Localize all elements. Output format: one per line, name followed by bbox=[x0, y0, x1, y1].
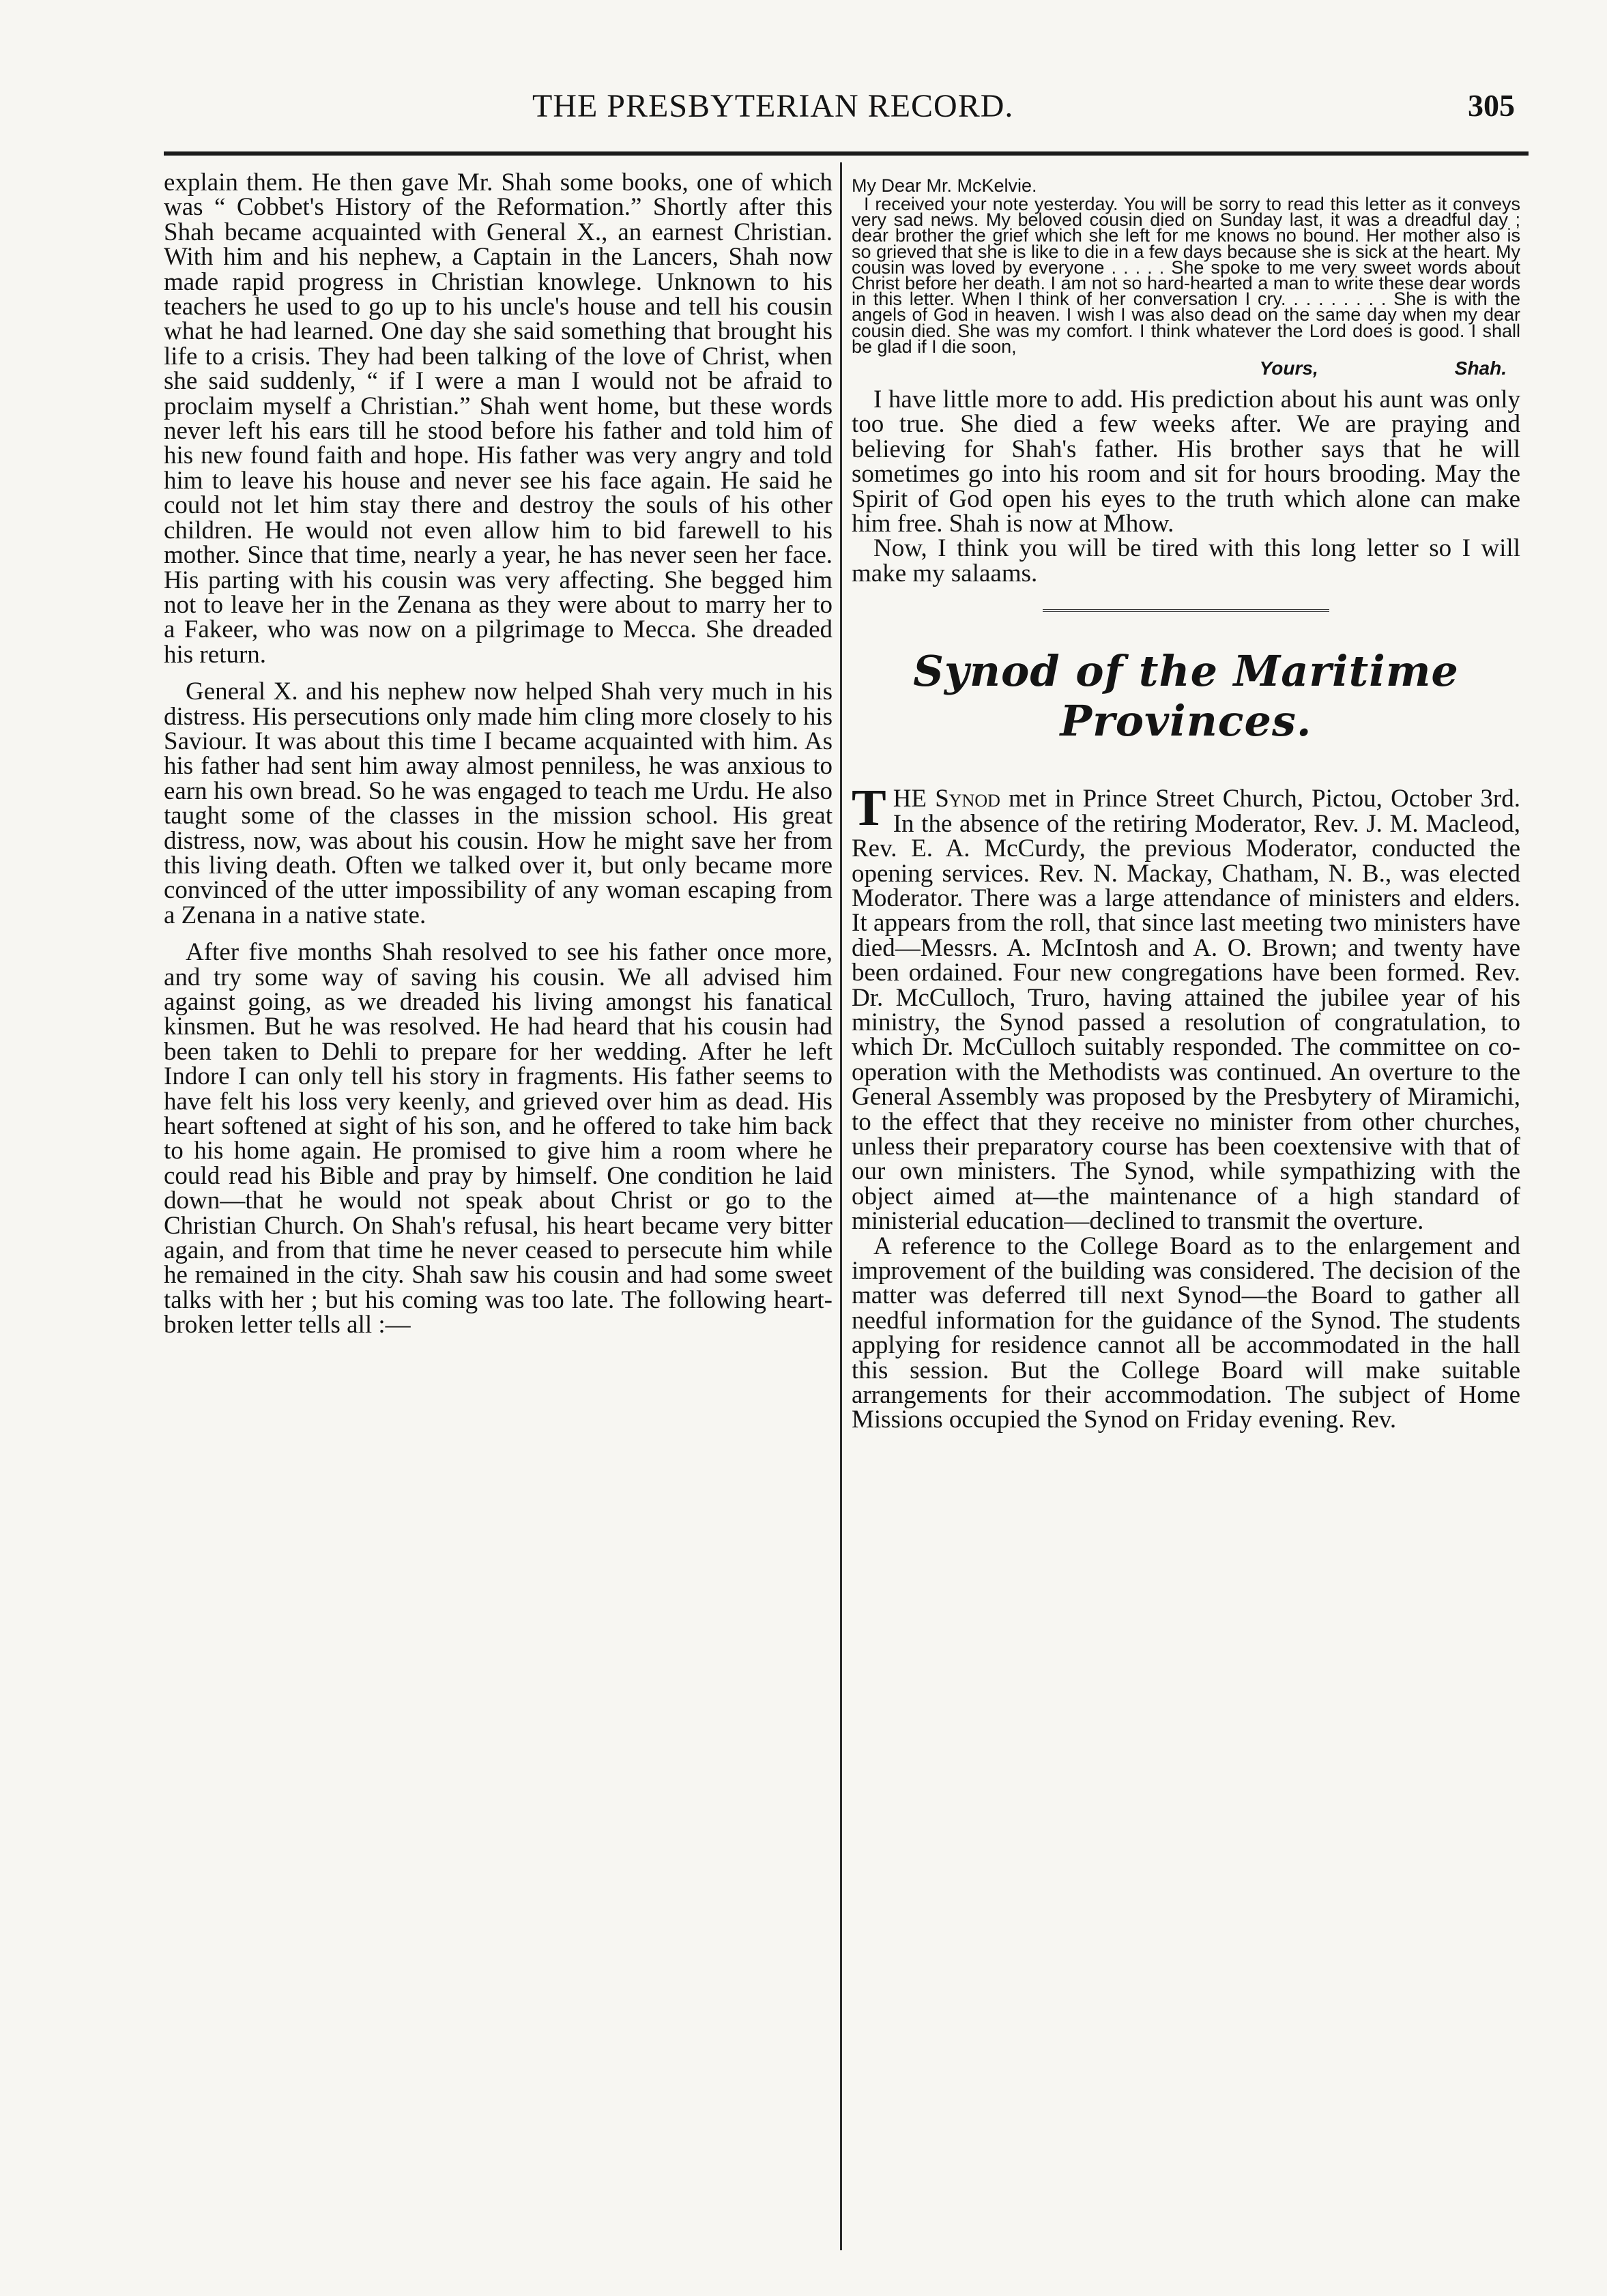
lead-in: HE Synod bbox=[893, 785, 1000, 813]
drop-cap: T bbox=[852, 779, 886, 837]
paragraph-college-board: A reference to the College Board as to the enlargement and improvement of the building was considered. The decision of the matter was deferred till next Synod—the Board to gather all needful information for the guidance of the Synod. The students applying for residence cannot all be accommodated in the hall this session. But the College Board will make suitable arrangements for their accommodation. The subject of Home Missions occupied the Synod on Friday evening. Rev. bbox=[852, 1232, 1520, 1434]
paragraph-salaams: Now, I think you will be tired with this long letter so I will make my salaams. bbox=[852, 534, 1520, 587]
publication-title: THE PRESBYTERIAN RECORD. bbox=[532, 88, 1014, 124]
right-column bbox=[852, 171, 1520, 2248]
paragraph-return-to-father: After five months Shah resolved to see his father once more, and try some way of saving his cousin. We all advised him against going, as we dreaded his living amongst his fanatical kinsmen. But he was resolved. He had heard that his cousin had been taken to Dehli to prepare for her wedding. After he left Indore I can only tell his story in fragments. His father seems to have felt his loss very keenly, and grieved over him as dead. His heart softened at sight of his son, and he offered to take him back to his home again. He promised to give him a room where he could read his Bible and pray by himself. One condition he laid down—that he would not speak about Christ or go to the Christian Church. On Shah's refusal, his heart became very bitter again, and from that time he never ceased to persecute him while he remained in the city. Shah saw his cousin and had some sweet talks with her ; but his coming was too late. The following heart-broken letter tells all :— bbox=[164, 938, 833, 1339]
paragraph-prediction: I have little more to add. His prediction about his aunt was only too true. She died a few weeks after. We are praying and believing for Shah's father. His brother says that he will sometimes go into his room and sit for hours brooding. May the Spirit of God open his eyes to the truth which alone can make him free. Shah is now at Mhow. bbox=[852, 386, 1520, 538]
paragraph-shah-conversion: explain them. He then gave Mr. Shah some books, one of which was “ Cobbet's History of the Reformation.” Shortly after this Shah became acquainted with General X., an earnest Christian. With him and his nephew, a Captain in the Lancers, Shah now made rapid progress in Christian knowlege. Unknown to his teachers he used to go up to his uncle's house and tell his cousin what he had learned. One day she said something that brought his life to a crisis. They had been talking of the love of Christ, when she said suddenly, “ if I were a man I would not be afraid to proclaim myself a Christian.” Shah went home, but these words never left his ears till he stood before his father and told him of his new found faith and hope. His father was very angry and told him to leave his house and never see his face again. He said he could not let him stay there and destroy the souls of his other children. He would not even allow him to bid farewell to his mother. Since that time, nearly a year, he has never seen her face. His parting with his cousin was very affecting. She begged him not to leave her in the Zenana as they were about to marry her to a Fakeer, who was now on a pilgrimage to Mecca. She dreaded his return. bbox=[164, 171, 833, 669]
running-header bbox=[164, 87, 1529, 142]
shah-letter bbox=[852, 175, 1520, 379]
section-title: Synod of the Maritime Provinces. bbox=[913, 646, 1459, 746]
letter-signature: Shah. bbox=[1454, 358, 1507, 379]
page-number: 305 bbox=[1468, 88, 1515, 123]
section-divider-rule bbox=[1043, 609, 1329, 616]
header-rule bbox=[164, 151, 1529, 156]
letter-closing: Yours, bbox=[1259, 358, 1318, 379]
paragraph-synod-meeting bbox=[852, 779, 1520, 1236]
letter-salutation: My Dear Mr. McKelvie. bbox=[852, 175, 1037, 196]
left-column bbox=[164, 171, 833, 2248]
synod-meeting-text: met in Prince Street Church, Pictou, October 3rd. In the absence of the retiring Moderator, Rev. J. M. Macleod, Rev. E. A. McCurdy, the previous Moderator, conducted the opening services. Rev. N. Mackay, Chatham, N. B., was elected Moderator. There was a large attendance of ministers and elders. It appears from the roll, that since last meeting two ministers have died—Messrs. A. McIntosh and A. O. Brown; and twenty have been ordained. Four new congregations have been formed. Rev. Dr. McCulloch, Truro, having attained the jubilee year of his ministry, the Synod passed a resolution of congratulation, to which Dr. McCulloch suitably responded. The committee on co-operation with the Methodists was continued. An overture to the General Assembly was proposed by the Presbytery of Miramichi, to the effect that they receive no minister from other churches, unless their preparatory course has been coextensive with that of our own ministers. The Synod, while sympathizing with the object aimed at—the maintenance of a high standard of ministerial education—declined to transmit the overture. bbox=[852, 785, 1520, 1236]
paragraph-general-x: General X. and his nephew now helped Shah very much in his distress. His persecutions only made him cling more closely to his Saviour. It was about this time I became acquainted with him. As his father had sent him away almost penniless, he was anxious to earn his own bread. So he was engaged to teach me Urdu. He also taught some of the classes in the mission school. His great distress, now, was about his cousin. How he might save her from this living death. Often we talked over it, but only became more convinced of the utter impossibility of any woman escaping from a Zenana in a native state. bbox=[164, 678, 833, 929]
letter-signoff bbox=[852, 358, 1507, 379]
letter-body: I received your note yesterday. You will be sorry to read this letter as it conveys very sad news. My beloved cousin died on Sunday last, it was a dreadful day ; dear brother the grief which she left for me knows no bound. Her mother also is so grieved that she is like to die in a few days because she is sick at the heart. My cousin was loved by everyone . . . . . She spoke to me very sweet words about Christ before her death. I am not so hard-hearted a man to write these dear words in this letter. When I think of her conversation I cry. . . . . . . . . She is with the angels of God in heaven. I wish I was also dead on the same day when my dear cousin died. She was my comfort. I think whatever the Lord does is good. I shall be glad if I die soon, bbox=[852, 194, 1520, 357]
column-divider bbox=[840, 162, 842, 2250]
